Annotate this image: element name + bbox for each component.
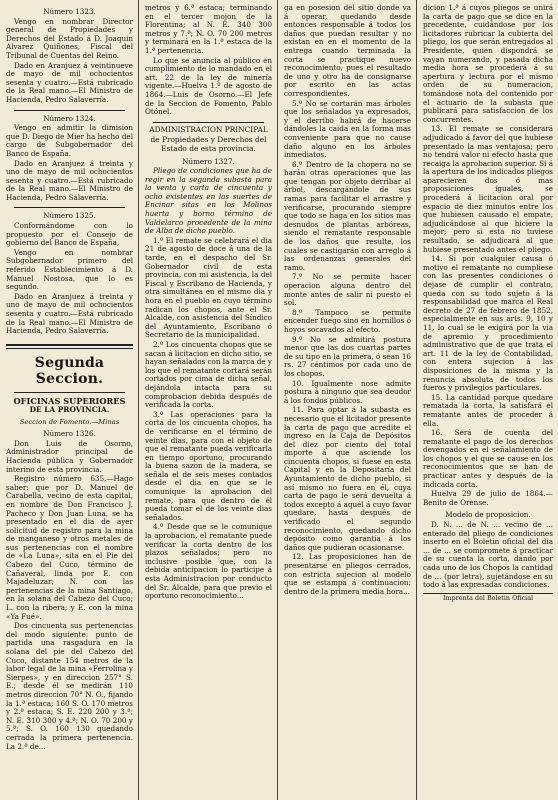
condition: 8.º Tampoco se permite encender fuego sino en hornillos ó hoyos socavados al efecto. bbox=[284, 307, 411, 334]
condition: 11. Para optar á la subasta es necesario que el licitador presente la carta de pago que acredite el ingreso en la Caja de Depósitos del diez por ciento del total importe á que asciende los cincuenta chopos, si fuese en esta Capital y en la Depositaría del Ayuntamiento de dicho pueblo, si así mismo no fuera en él, cuya carta de pago le será devuelta á todos excepto á aquél á cuyo favor quedare, hasta después de verificado el segundo reconocimiento, quedando dicho depósito como garantía á los daños que pudieran ocasionarse. bbox=[284, 405, 411, 552]
condition: 12. Las proposiciones han de presentarse en pliegos cerrados, con estricta sujecion al modelo que se estampa á continuacion; dentro de la primera media hora... bbox=[284, 552, 411, 596]
decree-number: Número 1323. bbox=[43, 7, 96, 16]
decree-text: Vengo en nombrar Director general de Propiedades y Derechos del Estado á D. Joaquin Alvarez Quiñones, Fiscal del Tribunal de Cuentas del Reino. bbox=[6, 16, 133, 60]
printer-footer: Imprenta del Boletin Oficial bbox=[423, 593, 553, 603]
divider bbox=[153, 122, 264, 123]
condition: ga en posesion del sitio donde va á operar, quedando desde entonces responsable á todos los daños que puedan resultar y no existan en en el momento de la entrega cuando terminada la corta se practique nuevo reconocimiento, pues el resultado de uno y otro ha de consignarse por escrito en las actas correspondientes. bbox=[284, 3, 411, 98]
condition: dicion 1.ª á cuyos pliegos se unirá la carta de pago que se dice en la precedente, cuidándose por los licitadores rubricar la cubierta del pliego, los que serán entregados al Presidente, quien dispondrá se vayan numerando, y pasada dicha media hora se procederá á su apertura y lectura por el mismo orden de su numeracion, tomándose nota del contenido por el actuario de la subasta que publicará para satisfaccion de los concurrentes. bbox=[423, 3, 553, 124]
divider bbox=[14, 392, 125, 393]
condition: 1.º El remate se celebrará el dia 21 de agosto de doce á una de la tarde, en el despacho del Sr. Gobernador civil de esta provincia, con mi asistencia, la del Fiscal y Escribano de Hacienda, y otra simultánea en el mismo dia y hora en el pueblo en cuyo término radican los chopos, ante el Sr. Alcalde, con asistencia del Síndico del Ayuntamiento, Escribano ó Secretario de la municipalidad. bbox=[145, 235, 272, 340]
decree-text: Vengo en nombrar Subgobernador primero del referido Establecimiento á D. Manuel Nostosa, que lo es segundo. bbox=[6, 247, 133, 292]
section-heading: Segunda Seccion. bbox=[34, 354, 105, 387]
condition: 15. La cantidad porque quedare rematada la corta, la satisfará el rematante antes de proceder á ella. bbox=[423, 392, 553, 428]
model-text: D. N. ... de N. ... vecino de ... enterado del pliego de condiciones inserto en el Boletin oficial del dia ... de ... se compromete á practicar de su cuenta la corta, dando por cada uno de los Chopos la cantidad de ... (por letra), sujetándose en su todo á las expresadas condiciones. bbox=[423, 520, 553, 590]
notice-text: Dos cincuenta sus pertenencias del modo siguiente: punto de partida una rasgadura en la solana del pie del Cabezo del Cuco, distante 154 metros de la labor legal de la mina «Ferrolina y Sierpes», y en direccion 257° S. E.; desde él se medirán 110 metros direccion 70° N. O., fijando la 1.ª estaca; 160 S. O. 170 metros y 2.ª estaca; S. E. 220 200 y 3.ª; N. E. 310 300 y 4.ª; N. O. 70 200 y 5.ª; S. O. 160 130 quedando cerrada la primera pertenencia. La 2.ª de... bbox=[6, 621, 133, 751]
admin-subheading: de Propiedades y Derechos del Estado de esta provincia. bbox=[150, 135, 267, 153]
notice-text: Lo que se anuncia al público en cumplimiento de lo mandado en el art. 22 de la ley de minería vigente.—Huelva 1.º de agosto de 1864.—Luis de Osorno.—El Jefe de la Seccion de Fomento, Pablo Otónel. bbox=[145, 55, 272, 117]
notice-text: Don Luis de Osorno, Administrador principal de Hacienda pública y Gobernador interino de esta provincia. bbox=[6, 438, 133, 474]
condition: 7.º No se permite hacer operacion alguna dentro del monte antes de salir ni puesto el sol. bbox=[284, 272, 411, 308]
condition: 6.º Dentro de la chopera no se harán otras operaciones que las que tengan por objeto derribar al árbol, descargándole de sus ramas para facilitar el arrastre y verificarse, procurando siempre que todo se haga en los sitios mas desnudos de plantas arbóreas, siendo el rematante responsable de los daños que resulte, los cuales se castigarán con arreglo á las ordenanzas generales del ramo. bbox=[284, 159, 411, 272]
decree-text: Vengo en admitir la dimision que D. Diego de Mier ha hecho del cargo de Subgobernador del Banco de España. bbox=[6, 123, 133, 158]
decree-number: Número 1324. bbox=[43, 113, 96, 123]
section-divider-top bbox=[6, 344, 133, 346]
decree-signature: Dado en Aranjuez á veintinueve de mayo de mil ochocientos sesenta y cuatro.—Está rubricado de la Real mano.—El Ministro de Hacienda, Pedro Salaverría. bbox=[6, 60, 133, 104]
column-4 bbox=[417, 0, 558, 800]
condition: 16. Será de cuenta del rematante el pago de los derechos devengados en el señalamiento de los chopos y el que se cause en los reconocimientos que se han de practicar antes y después de la indicada corta. bbox=[423, 428, 553, 489]
admin-heading: ADMINISTRACION PRINCIPAL bbox=[149, 124, 268, 134]
condition: 14. Si por cualquier causa ó motivo el rematante no cumpliese con las presentes condiciones ó dejase de cumplir el contrato, queda con su todo sujeto á la responsabilidad que marca el Real decreto de 27 de febrero de 1852, especialmente en sus arts. 9, 10 y 11, lo cual se le exigirá por la via de apremio y procedimiento administrativo que de que trata el art. 11 de la ley de Contabilidad, con entera sujecion á las disposiciones de la misma y la renuncia absoluta de todos los fueros y privilegios particulares. bbox=[423, 254, 553, 393]
decree-signature: Dado en Aranjuez á treinta y uno de mayo de mil ochocientos sesenta y cuatro.—Está rubricado de la Real mano.—El Ministro de Hacienda, Pedro Salaverría. bbox=[6, 158, 133, 202]
notice-text: metros y 6.ª estaca; terminando en el tercer mojon de la Florentina; al N. E. 340 300 metros y 7.ª; N. O. 70 200 metros y terminará en la 1.ª estaca de la 1.ª pertenencia. bbox=[145, 3, 272, 55]
condition: 13. El remate se considerará adjudicado á favor del que hubiese presentado la mas ventajosa; pero no tendrá valor ni efecto hasta que recaiga la aprobacion superior. Si á la apertura de los indicados pliegos aparecieren dos ó mas proposiciones iguales, se procederá á licitacion oral por espacio de diez minutos entre los que hubiesen causado el empate, adjudicándose al que hiciere la mejor; pero si esta no tuviese resultado, se adjudicará al que hubiese presentado antes el pliego. bbox=[423, 124, 553, 254]
column-2 bbox=[139, 0, 278, 800]
pliego-title: Pliego de condiciones que ha de regir en la segunda subasta para la venta y corta de cincuenta y ocho existentes en las suertes de Encinar sitas en los Molinos huerta y borno término de Valdelarco procedente de la mina de Alba de dicho pueblo. bbox=[145, 166, 272, 236]
dateline: Huelva 29 de julio de 1864.—Benito de Orense. bbox=[423, 489, 553, 507]
decree-text: Conformándome con lo propuesto por el Consejo de gobierno del Banco de España, bbox=[6, 221, 133, 248]
divider bbox=[14, 207, 125, 208]
section-divider-bottom bbox=[6, 348, 133, 349]
decree-number: Número 1326. bbox=[43, 429, 96, 439]
condition: 5.º No se cortarán mas árboles que los señalados ya expresados, y el derribo habrá de hacerse dándoles la caida en la forma mas conveniente para que no cause daño alguno en los árboles inmediatos. bbox=[284, 98, 411, 160]
condition: 3.º Las operaciones para la corta de los cincuenta chopos, ha de verificarse en el término de veinte dias, para con el objeto de que el rematante pueda verificarla en tiempo oportuno, procurando la buena sazon de la madera, se señala el de seis meses contados desde el dia en que se le comunique la aprobacion del remate, para que dentro de él pueda tomar el de los veinte dias señalados. bbox=[145, 409, 272, 522]
decree-number: Número 1325. bbox=[43, 211, 96, 221]
model-heading: Modelo de proposicion. bbox=[445, 510, 531, 520]
decree-signature: Dado en Aranjuez á treinta y uno de mayo de mil ochocientos sesenta y cuatro.—Está rubricado de la Real mano.—El Ministro de Hacienda, Pedro Salaverría. bbox=[6, 291, 133, 336]
condition: 10. Igualmente nose admite postura á ninguno que sea deudor á los fondos públicos. bbox=[284, 378, 411, 405]
offices-heading: OFICINAS SUPERIORES bbox=[13, 395, 126, 406]
divider bbox=[14, 110, 125, 111]
section-subtitle: Seccion de Fomento.—Minas bbox=[19, 417, 120, 426]
condition: 2.º Los cincuenta chopos que se sacan á licitacion en dicho sitio, se hayan señalados con la marca de y los que el rematante cortará serán cortados por cima de dicha señal, dejándola intacta para su comprobacion debida después de verificada la corta. bbox=[145, 339, 272, 410]
decree-number: Número 1327. bbox=[182, 156, 235, 166]
column-3 bbox=[278, 0, 417, 800]
offices-subheading: DE LA PROVINCIA. bbox=[29, 404, 110, 414]
condition: 9.º No se admitirá postura menor que las dos cuartas partes de su tipo en la primera, ó sean 16 rs. 27 céntimos por cada uno de los chopos. bbox=[284, 334, 411, 378]
notice-text: Registro número 635.—Hago saber: que por D. Manuel de Carabella, vecino de esta capital, en nombre de Don Francisco J. Pacheco y Don Juan Luna, se ha presentado en el dia de ayer solicitud de registro para la mina de manganeso y otros metales de sus pertenencias con el nombre de «La Luna», sita en el Pie del Cabezo del Cuco, término de Cañaveral, linda por E. con Majadeluzar; N. con las pertenencias de la mina Santiago, en la solana del Cabezo del Cuco; L. con la ribera; y E. con la mina «Ya Fué». bbox=[6, 474, 133, 621]
condition: 4.º Desde que se le comunique la aprobacion, el rematante puede verificar la corta dentro de los plazos señalados; pero no inclusive posible que, con la debida anticipacion lo participe á esta Administracion por conducto del Sr. Alcalde, para que previo el oportuno reconocimiento... bbox=[145, 522, 272, 601]
column-1 bbox=[0, 0, 139, 800]
